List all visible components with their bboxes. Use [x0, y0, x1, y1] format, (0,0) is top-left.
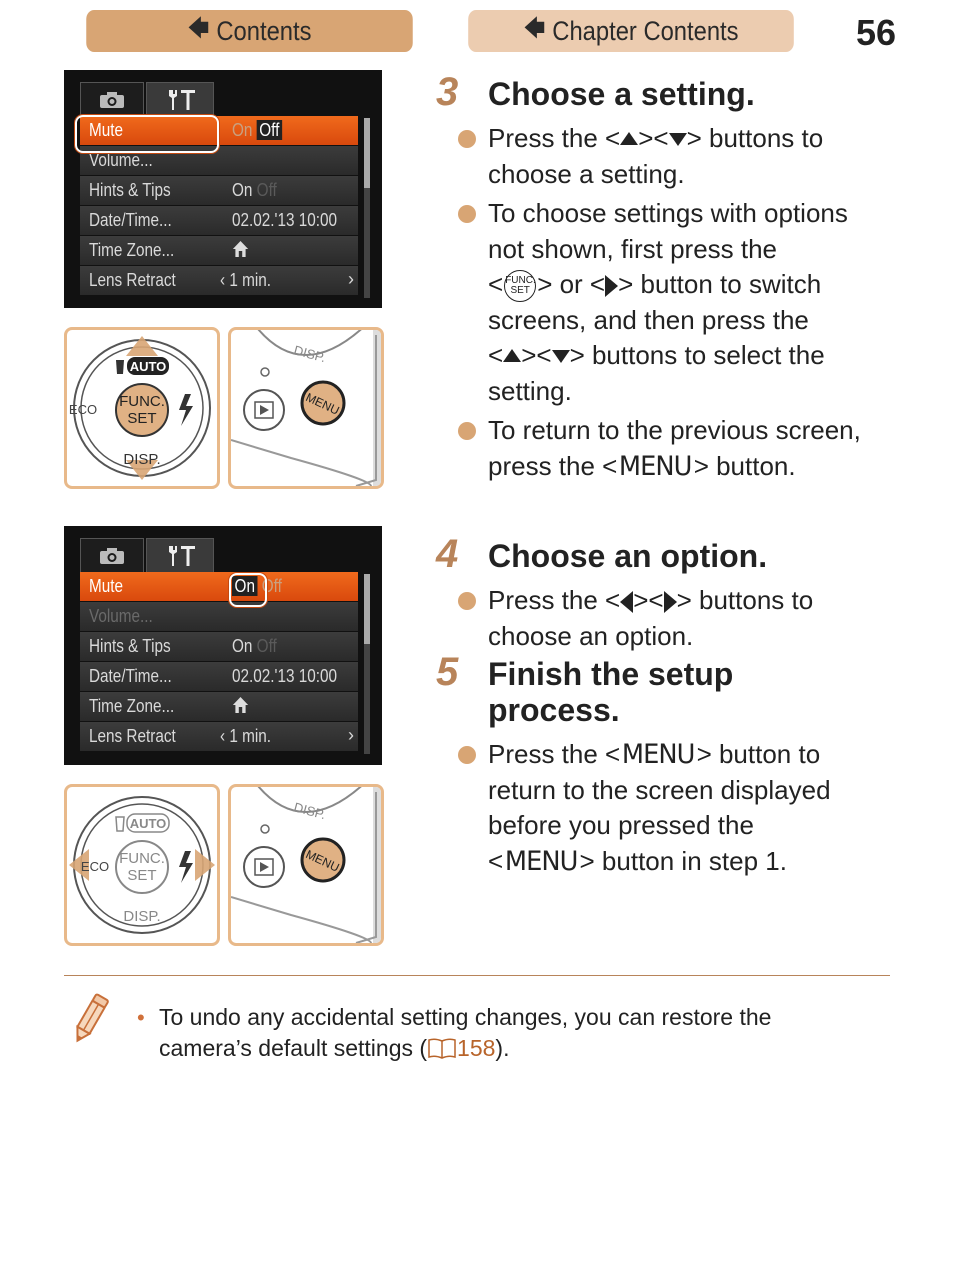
menu-tab-bar — [80, 538, 280, 572]
step5-bullet-1: Press the <MENU> button to return to the screen displayed before you pressed the <MENU> button in step 1. — [488, 737, 908, 879]
camera-body-diagram-2 — [228, 784, 384, 946]
tip-note: • To undo any accidental setting changes, you can restore the camera’s default settings ( 158). — [137, 1004, 772, 1061]
menu-row-date-time: Date/Time... 02.02.'13 10:00 — [80, 206, 358, 235]
control-dial-diagram-2 — [64, 784, 220, 946]
contents-label: Contents — [216, 15, 312, 46]
arrow-down-icon — [552, 350, 570, 363]
menu-row-volume: Volume... — [80, 146, 358, 175]
menu-row-mute: Mute On Off — [80, 116, 358, 145]
svg-text:SET: SET — [127, 410, 157, 427]
camera-icon — [99, 547, 125, 565]
chevron-right-icon: › — [348, 269, 354, 289]
step-number-3: 3 — [436, 70, 459, 114]
svg-text:MENU: MENU — [303, 847, 342, 875]
svg-text:AUTO: AUTO — [129, 359, 167, 374]
step-number-5: 5 — [436, 650, 459, 694]
svg-text:DISP.: DISP. — [292, 342, 328, 366]
svg-text:FUNC.: FUNC. — [119, 850, 165, 867]
home-icon — [232, 240, 249, 258]
bullet-dot — [458, 422, 476, 440]
menu-tab-bar — [80, 82, 280, 116]
step-title-3: Choose a setting. — [488, 76, 755, 112]
arrow-left-icon: 🡄 — [523, 14, 546, 42]
home-icon — [232, 696, 249, 714]
menu-row-mute: Mute On Off — [80, 572, 358, 601]
wrench-icon — [163, 88, 197, 112]
chapter-contents-button[interactable] — [468, 10, 794, 52]
arrow-up-icon — [503, 349, 521, 362]
camera-icon — [99, 91, 125, 109]
menu-row-lens-retract: Lens Retract ‹ 1 min. › — [80, 722, 358, 751]
svg-text:AUTO: AUTO — [129, 816, 167, 831]
contents-button[interactable] — [86, 10, 412, 52]
camera-body-diagram-1 — [228, 327, 384, 489]
shooting-tab — [80, 82, 144, 116]
menu-button-glyph: MENU — [619, 450, 692, 482]
svg-text:DISP.: DISP. — [123, 451, 161, 468]
section-divider — [64, 975, 890, 976]
step3-bullet-3: To return to the previous screen, press the <MENU> button. — [488, 413, 908, 484]
selection-highlight-ring — [75, 115, 219, 153]
control-dial-illustration — [67, 787, 217, 943]
shooting-tab — [80, 538, 144, 572]
control-dial-diagram-1 — [64, 327, 220, 489]
camera-menu-screen-1 — [64, 70, 382, 308]
control-dial-illustration — [67, 330, 217, 486]
svg-text:MENU: MENU — [303, 390, 342, 418]
camera-back-illustration — [231, 787, 381, 943]
step3-bullet-2: To choose settings with options not shown, first press the < FUNC. SET > or < > button to switch screens, and then press the < >< > buttons to select the setting. — [488, 196, 908, 409]
menu-row-hints-tips: Hints & Tips On Off — [80, 632, 358, 661]
menu-button-glyph: MENU — [505, 845, 578, 877]
chevron-right-icon: › — [348, 725, 354, 745]
bullet-dot — [458, 746, 476, 764]
func-set-icon: FUNC. SET — [504, 270, 536, 302]
svg-text:SET: SET — [127, 867, 157, 884]
camera-back-illustration — [231, 330, 381, 486]
step-title-5: Finish the setup process. — [488, 656, 734, 728]
menu-row-time-zone: Time Zone... — [80, 236, 358, 265]
arrow-down-icon — [669, 133, 687, 146]
wrench-icon — [163, 544, 197, 568]
menu-scrollbar — [364, 574, 370, 754]
step-title-4: Choose an option. — [488, 538, 768, 574]
book-icon — [427, 1037, 457, 1059]
svg-text:DISP.: DISP. — [292, 799, 328, 823]
menu-row-time-zone: Time Zone... — [80, 692, 358, 721]
chapter-contents-label: Chapter Contents — [552, 15, 739, 46]
bullet-dot — [458, 592, 476, 610]
note-bullet: • — [137, 1005, 145, 1030]
svg-text:ECO: ECO — [80, 859, 110, 874]
menu-row-volume: Volume... — [80, 602, 358, 631]
page-number: 56 — [855, 12, 896, 53]
menu-row-lens-retract: Lens Retract ‹ 1 min. › — [80, 266, 358, 295]
menu-scrollbar — [364, 118, 370, 298]
menu-row-date-time: Date/Time... 02.02.'13 10:00 — [80, 662, 358, 691]
menu-button-glyph: MENU — [622, 739, 695, 770]
svg-text:ECO: ECO — [68, 402, 98, 417]
arrow-left-icon: 🡄 — [187, 14, 210, 42]
svg-text:DISP.: DISP. — [123, 908, 161, 925]
svg-text:FUNC.: FUNC. — [119, 393, 165, 410]
arrow-up-icon — [620, 132, 638, 145]
selection-highlight-ring — [229, 573, 267, 607]
step-number-4: 4 — [436, 532, 459, 576]
bullet-dot — [458, 205, 476, 223]
arrow-right-icon — [605, 275, 618, 297]
bullet-dot — [458, 130, 476, 148]
pencil-icon — [68, 992, 112, 1046]
step3-bullet-1: Press the < >< > buttons to choose a setting. — [488, 121, 908, 192]
page-reference-link[interactable]: 158 — [457, 1035, 496, 1061]
setup-tab — [146, 82, 214, 116]
menu-row-hints-tips: Hints & Tips On Off — [80, 176, 358, 205]
trash-icon — [116, 360, 124, 374]
arrow-left-icon — [620, 591, 633, 613]
setup-tab — [146, 538, 214, 572]
camera-menu-screen-2 — [64, 526, 382, 765]
step4-bullet-1: Press the < >< > buttons to choose an option. — [488, 583, 908, 654]
arrow-right-icon — [664, 591, 677, 613]
